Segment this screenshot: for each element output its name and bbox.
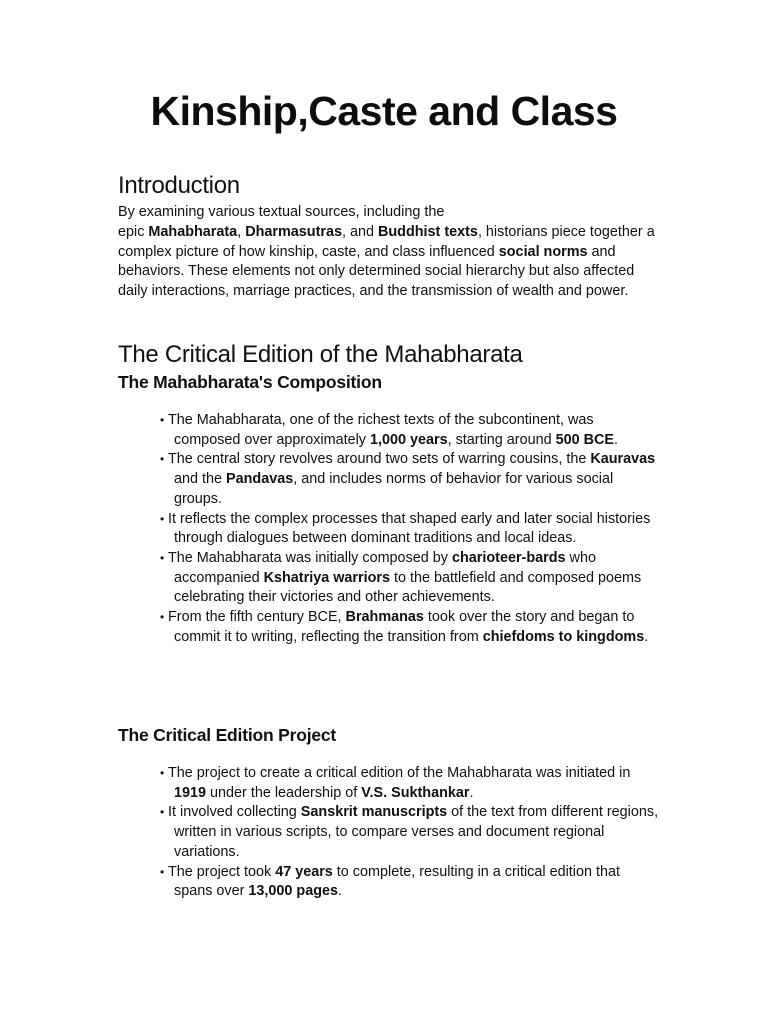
intro-text: ,	[237, 223, 246, 240]
bullet-icon: •	[160, 610, 165, 625]
intro-text: By examining various textual sources, including the	[118, 204, 445, 220]
intro-text: and behaviors. These elements not only determined social hierarchy but also affected daily interactions, marriage practices, and the transmission of wealth and power.	[118, 243, 635, 300]
emphasis-dharmasutras: Dharmasutras	[245, 223, 342, 240]
subsection-heading-project: The Critical Edition Project	[118, 725, 337, 745]
emphasis-social-norms: social norms	[498, 243, 588, 260]
project-bullet-list	[152, 764, 662, 902]
bullet-icon: •	[160, 766, 165, 780]
list-item: • It reflects the complex processes that shaped early and later social histories through dialogues between dominant traditions and local ideas.	[160, 510, 651, 547]
list-item: • From the fifth century BCE, Brahmanas took over the story and began to commit it to writing, reflecting the transition from chiefdoms to kingdoms.	[160, 609, 649, 645]
bullet-icon: •	[160, 864, 165, 879]
intro-text: epic	[118, 223, 149, 240]
list-item: • The project took 47 years to complete, resulting in a critical edition that spans over 13,000 pages.	[160, 863, 620, 900]
intro-paragraph	[118, 203, 658, 302]
composition-bullet-list	[152, 411, 662, 647]
emphasis-buddhist-texts: Buddhist texts	[377, 223, 478, 240]
bullet-icon: •	[160, 511, 165, 526]
subsection-heading-composition: The Mahabharata's Composition	[118, 372, 382, 392]
list-item: • The project to create a critical edition of the Mahabharata was initiated in 1919 under the leadership of V.S. Sukthankar.	[160, 765, 631, 801]
document-title: Kinship,Caste and Class	[150, 88, 618, 134]
list-item: • It involved collecting Sanskrit manuscripts of the text from different regions, written in various scripts, to compare verses and document regional variations.	[160, 804, 659, 860]
emphasis-mahabharata: Mahabharata	[148, 223, 238, 240]
bullet-icon: •	[160, 805, 165, 820]
intro-text: , and	[341, 223, 378, 240]
list-item: • The central story revolves around two sets of warring cousins, the Kauravas and the Pandavas, and includes norms of behavior for various social groups.	[160, 451, 656, 507]
intro-text: , historians piece together a complex picture of how kinship, caste, and class influenced	[118, 223, 655, 260]
list-item: • The Mahabharata, one of the richest texts of the subcontinent, was composed over approximately 1,000 years, starting around 500 BCE.	[160, 412, 618, 448]
bullet-icon: •	[160, 413, 165, 427]
section-heading-introduction: Introduction	[118, 172, 240, 199]
list-item: • The Mahabharata was initially composed by charioteer-bards who accompanied Kshatriya warriors to the battlefield and composed poems celebrating their victories and other achievements.	[160, 549, 642, 606]
bullet-icon: •	[160, 452, 165, 467]
section-heading-critical-edition: The Critical Edition of the Mahabharata	[118, 341, 523, 368]
bullet-icon: •	[160, 550, 165, 565]
